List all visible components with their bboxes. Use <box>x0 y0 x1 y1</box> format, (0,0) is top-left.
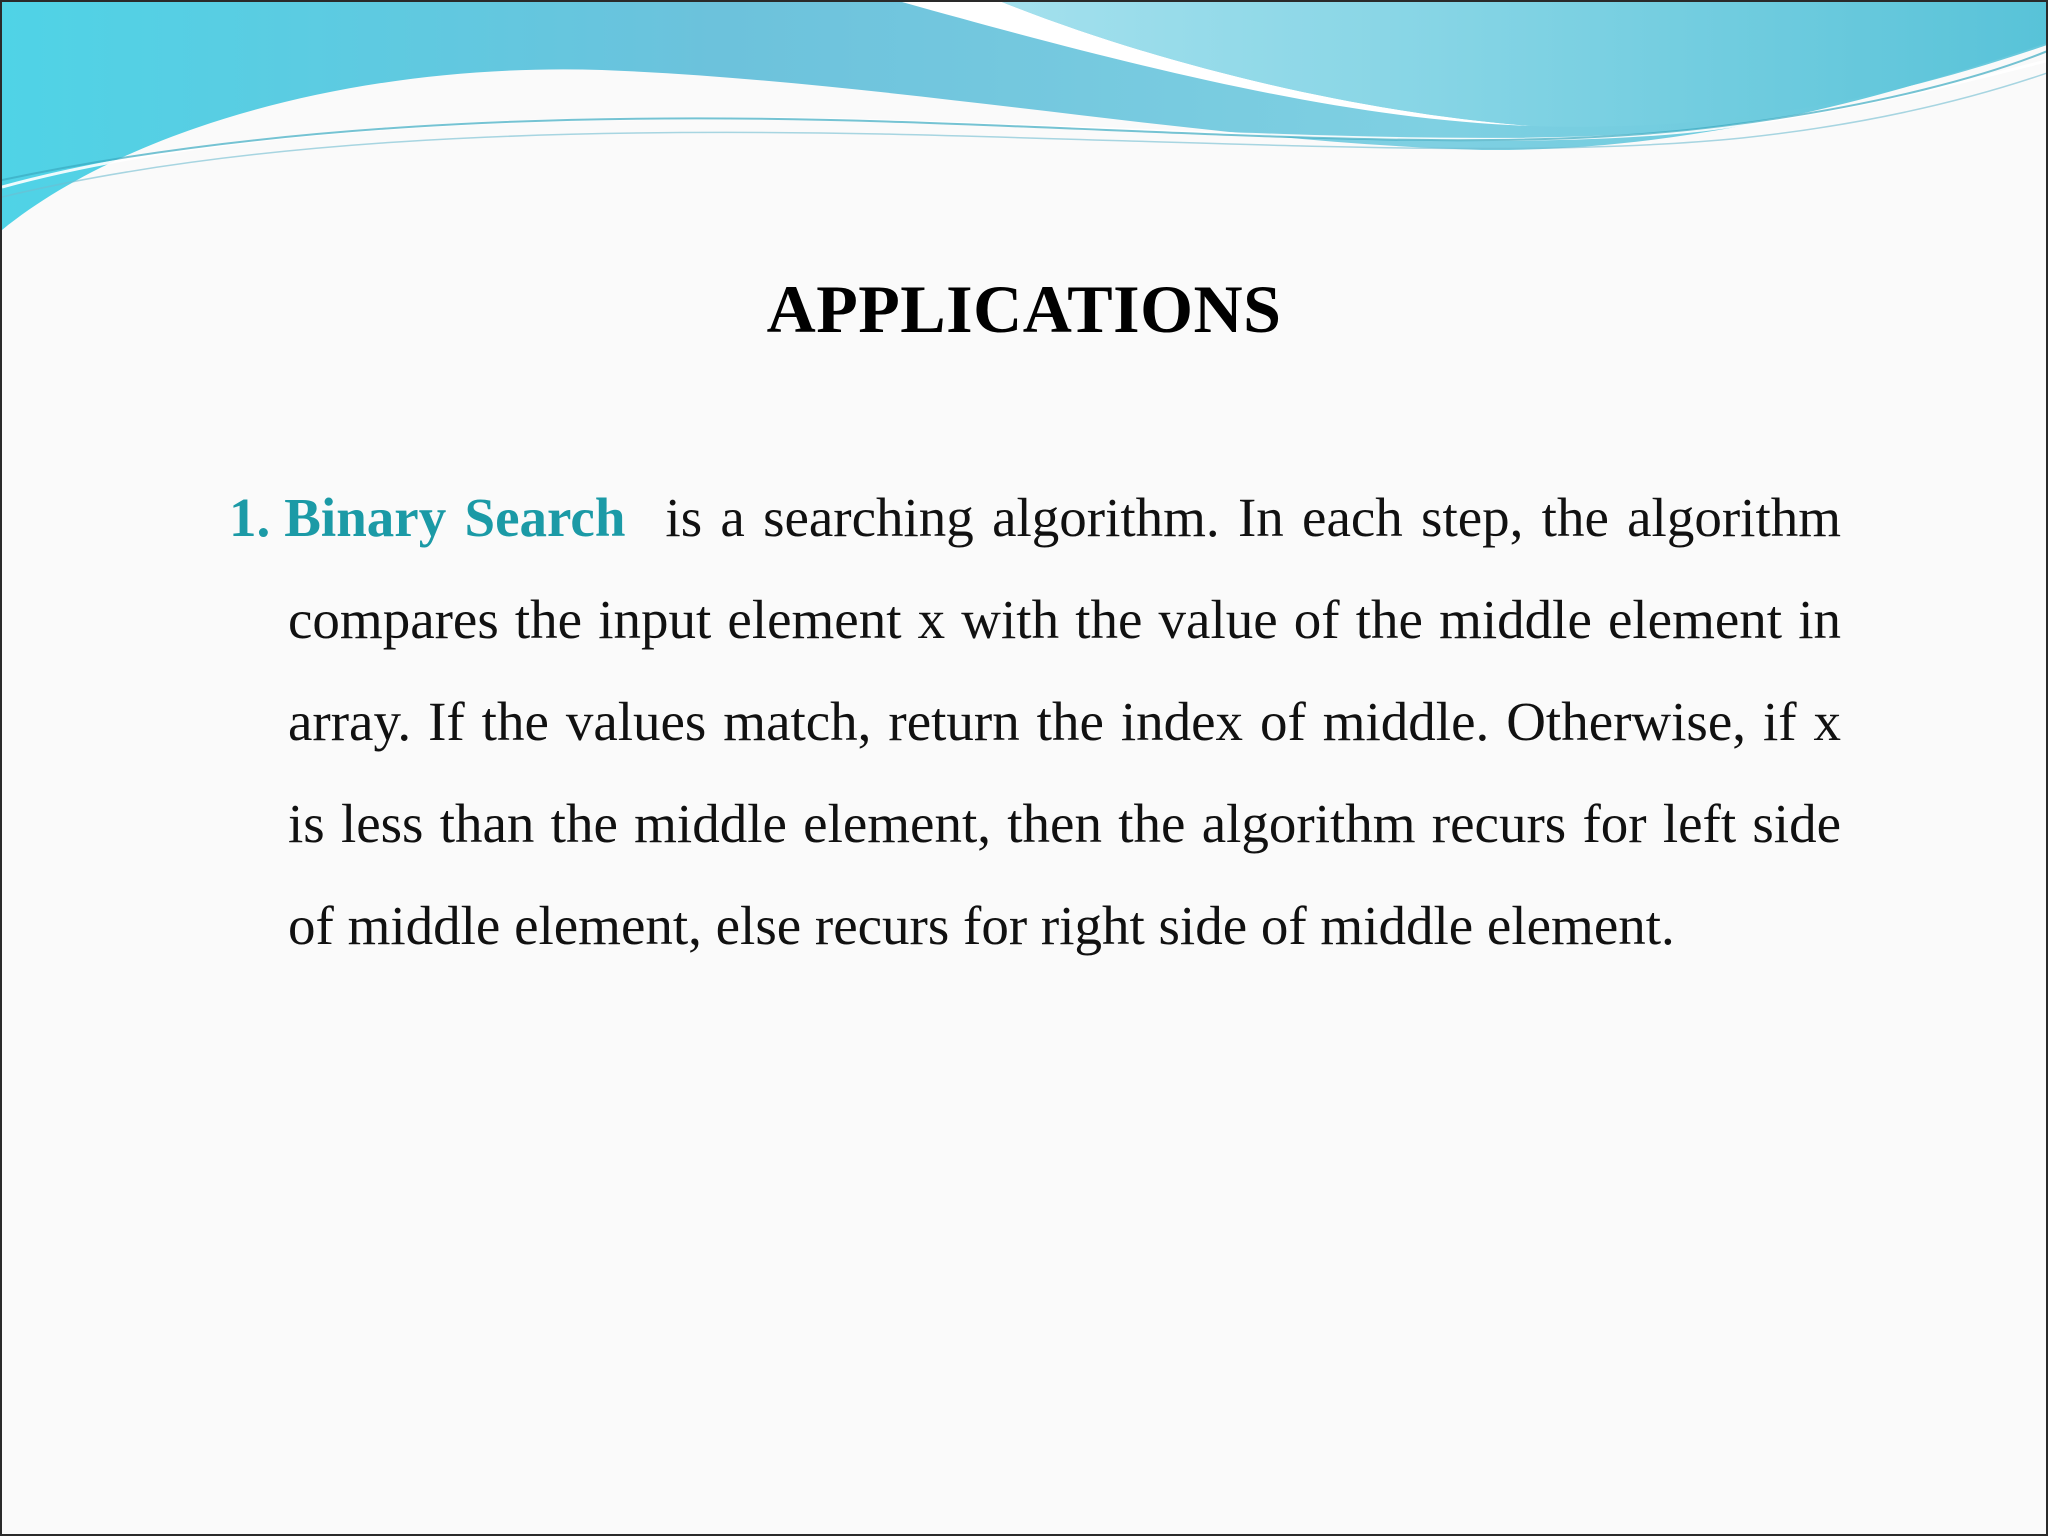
list-item-term: Binary Search <box>284 487 626 548</box>
list-item-number: 1. <box>229 487 271 548</box>
header-wave-decoration <box>2 2 2048 242</box>
list-item <box>229 467 1842 977</box>
list-item-text: is a searching algorithm. In each step, the algorithm compares the input element x with the value of the middle element in array. If the values match, return the index of middle. Otherwise, if x is less than the middle element, then the algorithm recurs for left side of middle element, else recurs for right side of middle element. <box>288 487 1842 956</box>
slide-title: APPLICATIONS <box>766 271 1282 347</box>
